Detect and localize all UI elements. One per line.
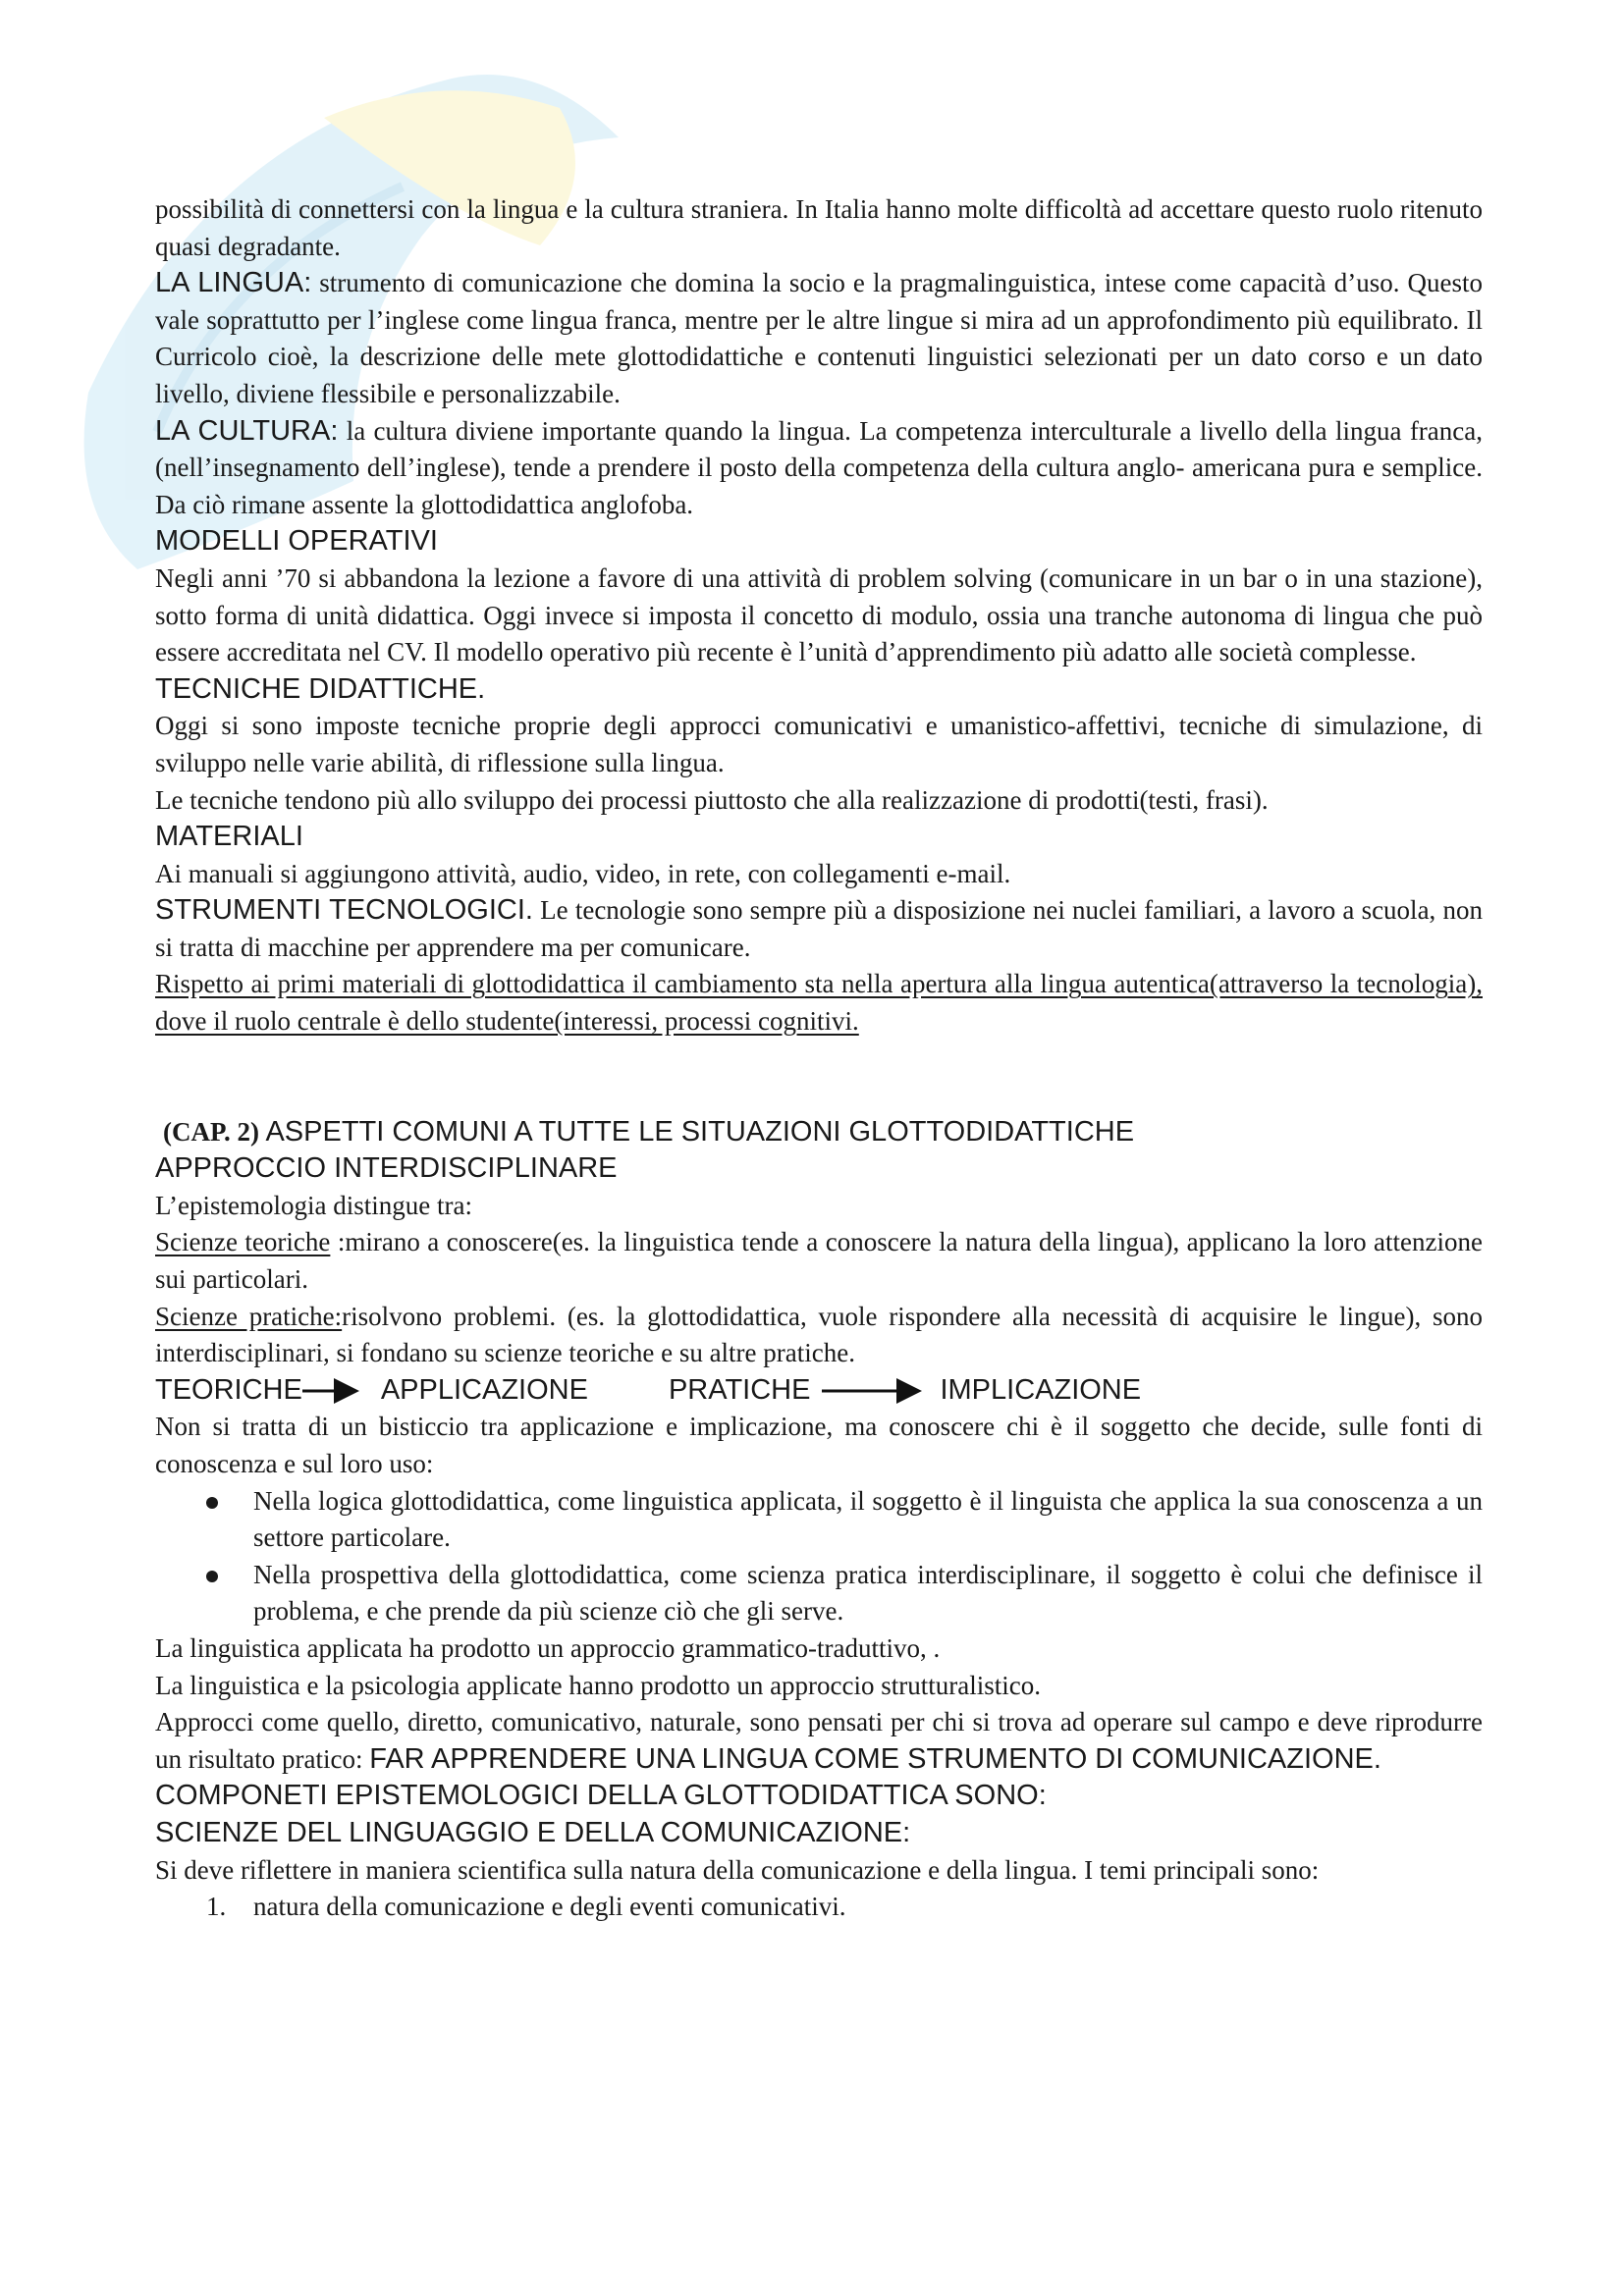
bullet-icon	[206, 1497, 218, 1509]
list-number: 1.	[206, 1892, 227, 1922]
paragraph-bisticcio: Non si tratta di un bisticcio tra applicazione e implicazione, ma conoscere chi è il soggetto che decide, sulle fonti di conoscenza e sul loro uso:	[155, 1412, 1483, 1478]
list-text: natura della comunicazione e degli eventi comunicativi.	[253, 1892, 846, 1922]
arrow-right-icon	[822, 1376, 922, 1406]
pratiche-label: Scienze pratiche:	[155, 1301, 343, 1331]
paragraph-riflettere: Si deve riflettere in maniera scientifica sulla natura della comunicazione e della lingua. I temi principali sono:	[155, 1854, 1320, 1885]
approcci-text: Approcci come quello, diretto, comunicativo, naturale, sono pensati per chi si trova ad operare sul campo e deve riprodurre un risultato pratico:	[155, 1707, 1483, 1774]
heading-approccio: APPROCCIO INTERDISCIPLINARE	[155, 1152, 618, 1185]
flow-diagram	[155, 1372, 1483, 1410]
flow-applicazione: APPLICAZIONE	[380, 1373, 588, 1406]
arrow-right-icon	[302, 1376, 359, 1406]
document-page	[155, 191, 1483, 1926]
lingua-text: strumento di comunicazione che domina la socio e la pragmalinguistica, intese come capacità d’uso. Questo vale soprattutto per l’inglese come lingua franca, mentre per le altre lingue si mira ad un approfondimento più equilibrato. Il Curricolo cioè, la descrizione delle mete glottodidattiche e contenuti linguistici selezionati per un dato corso e un dato livello, diviene flessibile e personalizzabile.	[155, 268, 1483, 408]
paragraph-teoriche	[155, 1224, 1483, 1298]
bullet-list	[155, 1483, 1483, 1630]
chapter-title: ASPETTI COMUNI A TUTTE LE SITUAZIONI GLOTTODIDATTICHE	[259, 1115, 1135, 1148]
paragraph-materiali: Ai manuali si aggiungono attività, audio, video, in rete, con collegamenti e-mail.	[155, 858, 1011, 888]
approcci-caps: FAR APPRENDERE UNA LINGUA COME STRUMENTO DI COMUNICAZIONE.	[369, 1742, 1381, 1775]
paragraph-rispetto: Rispetto ai primi materiali di glottodidattica il cambiamento sta nella apertura alla lingua autentica(attraverso la tecnologia), dove il ruolo centrale è dello studente(interessi, processi cognitivi.	[155, 969, 1483, 1037]
list-item: Nella prospettiva della glottodidattica, come scienza pratica interdisciplinare, il soggetto è colui che definisce il problema, e che prende da più scienze ciò che gli serve.	[155, 1557, 1483, 1630]
flow-teoriche: TEORICHE	[155, 1373, 302, 1406]
heading-componenti: COMPONETI EPISTEMOLOGICI DELLA GLOTTODIDATTICA SONO:	[155, 1780, 1047, 1812]
heading-tecniche: TECNICHE DIDATTICHE.	[155, 672, 486, 705]
paragraph-epistemologia: L’epistemologia distingue tra:	[155, 1190, 472, 1220]
strumenti-text: Le tecnologie sono sempre più a disposizione nei nuclei familiari, a lavoro a scuola, non si tratta di macchine per apprendere ma per comunicare.	[155, 895, 1483, 962]
paragraph-intro: possibilità di connettersi con la lingua e la cultura straniera. In Italia hanno molte difficoltà ad accettare questo ruolo ritenuto quasi degradante.	[155, 194, 1483, 261]
flow-implicazione: IMPLICAZIONE	[940, 1373, 1142, 1406]
numbered-list	[155, 1889, 1483, 1926]
paragraph-strumenti	[155, 892, 1483, 966]
list-item: Nella logica glottodidattica, come linguistica applicata, il soggetto è il linguista che applica la sua conoscenza a un settore particolare.	[155, 1483, 1483, 1557]
pratiche-text: risolvono problemi. (es. la glottodidattica, vuole rispondere alla necessità di acquisire le lingue), sono interdisciplinari, si fondano su scienze teoriche e su altre pratiche.	[155, 1301, 1483, 1368]
chapter-label: (CAP. 2)	[163, 1116, 259, 1147]
teoriche-label: Scienze teoriche	[155, 1227, 331, 1257]
cultura-label: LA CULTURA:	[155, 414, 339, 447]
paragraph-pratiche	[155, 1299, 1483, 1372]
heading-scienze: SCIENZE DEL LINGUAGGIO E DELLA COMUNICAZIONE:	[155, 1816, 911, 1848]
paragraph-modelli: Negli anni ’70 si abbandona la lezione a favore di una attività di problem solving (comunicare in un bar o in una stazione), sotto forma di unità didattica. Oggi invece si imposta il concetto di modulo, ossia una tranche autonoma di lingua che può essere accreditata nel CV. Il modello operativo più recente è l’unità d’apprendimento più adatto alle società complesse.	[155, 562, 1483, 667]
teoriche-text: :mirano a conoscere(es. la linguistica tende a conoscere la natura della lingua), applicano la loro attenzione sui particolari.	[155, 1227, 1483, 1295]
lingua-label: LA LINGUA:	[155, 267, 312, 299]
list-item	[155, 1889, 1483, 1926]
flow-pratiche: PRATICHE	[668, 1373, 811, 1406]
cultura-text: la cultura diviene importante quando la lingua. La competenza interculturale a livello della lingua franca, (nell’insegnamento dell’inglese), tende a prendere il posto della competenza della cultura anglo- americana pura e semplice. Da ciò rimane assente la glottodidattica anglofoba.	[155, 415, 1484, 519]
heading-modelli: MODELLI OPERATIVI	[155, 525, 438, 558]
chapter-heading	[155, 1114, 1483, 1151]
paragraph-applicata-2: La linguistica e la psicologia applicate hanno prodotto un approccio strutturalistico.	[155, 1670, 1041, 1700]
bullet-icon	[206, 1571, 218, 1582]
heading-materiali: MATERIALI	[155, 821, 303, 853]
paragraph-cultura	[155, 413, 1483, 524]
strumenti-label: STRUMENTI TECNOLOGICI.	[155, 894, 533, 927]
paragraph-applicata-1: La linguistica applicata ha prodotto un approccio grammatico-traduttivo, .	[155, 1632, 941, 1663]
paragraph-lingua	[155, 265, 1483, 412]
paragraph-approcci	[155, 1704, 1483, 1778]
paragraph-tecniche-2: Le tecniche tendono più allo sviluppo dei processi piuttosto che alla realizzazione di prodotti(testi, frasi).	[155, 784, 1269, 815]
paragraph-tecniche-1: Oggi si sono imposte tecniche proprie degli approcci comunicativi e umanistico-affettivi, tecniche di simulazione, di sviluppo nelle varie abilità, di riflessione sulla lingua.	[155, 711, 1483, 777]
